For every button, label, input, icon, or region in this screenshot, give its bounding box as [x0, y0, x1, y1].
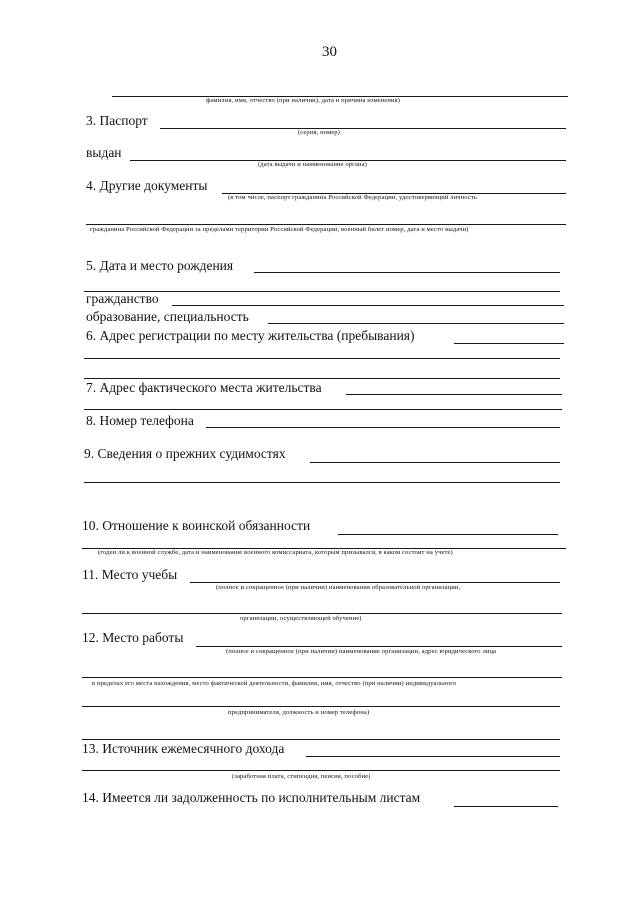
work-hint-3: предпринимателя, должность и номер телефона) [228, 709, 370, 716]
registration-line-3[interactable] [84, 378, 560, 379]
education-label: образование, специальность [86, 309, 249, 324]
issued-hint: (дата выдачи и наименование органа) [258, 161, 367, 168]
study-hint-1: (полное и сокращенное (при наличии) наименования образовательной организации, [216, 584, 461, 591]
convictions-label: 9. Сведения о прежних судимостях [84, 446, 286, 461]
study-line[interactable] [190, 582, 560, 583]
issued-label: выдан [86, 145, 122, 160]
debt-line[interactable] [454, 806, 558, 807]
other-docs-line-2[interactable] [86, 224, 566, 225]
actual-address-label: 7. Адрес фактического места жительства [86, 380, 322, 395]
military-hint: (годен ли к военной службе, дата и наименование военного комиссариата, которым призывался, в каком состоит на учете) [98, 549, 453, 556]
registration-line[interactable] [454, 343, 564, 344]
work-hint-1: (полное и сокращенное (при наличии) наименование организации, адрес юридического лица [226, 648, 497, 655]
passport-line[interactable] [160, 128, 566, 129]
registration-label: 6. Адрес регистрации по месту жительства (пребывания) [86, 328, 415, 343]
actual-address-line[interactable] [346, 394, 562, 395]
study-label: 11. Место учебы [82, 567, 178, 582]
phone-line[interactable] [206, 427, 560, 428]
birth-label: 5. Дата и место рождения [86, 258, 234, 273]
other-docs-hint-1: (в том числе, паспорт гражданина Российской Федерации, удостоверяющий личность [228, 194, 477, 201]
debt-label: 14. Имеется ли задолженность по исполнительным листам [82, 790, 421, 805]
fio-hint: фамилия, имя, отчество (при наличии), дата и причина изменения) [206, 97, 401, 104]
work-line-3[interactable] [82, 706, 560, 707]
military-label: 10. Отношение к воинской обязанности [82, 518, 311, 533]
other-docs-label: 4. Другие документы [86, 178, 208, 193]
work-line[interactable] [196, 646, 562, 647]
birth-line[interactable] [254, 272, 560, 273]
registration-line-2[interactable] [84, 358, 560, 359]
income-hint: (заработная плата, стипендия, пенсия, пособие) [232, 773, 371, 780]
military-line[interactable] [338, 534, 558, 535]
income-label: 13. Источник ежемесячного дохода [82, 741, 285, 756]
income-line-2[interactable] [82, 770, 560, 771]
convictions-line-2[interactable] [84, 482, 560, 483]
convictions-line[interactable] [310, 462, 560, 463]
phone-label: 8. Номер телефона [86, 413, 194, 428]
education-line[interactable] [268, 323, 564, 324]
study-hint-2: организации, осуществляющей обучение) [240, 615, 362, 622]
work-hint-2: в пределах его места нахождения, место фактической деятельности, фамилия, имя, отчество (при наличии) индивидуального [92, 680, 457, 687]
study-line-2[interactable] [82, 613, 562, 614]
work-line-2[interactable] [82, 677, 562, 678]
passport-label: 3. Паспорт [86, 113, 148, 128]
citizenship-label: гражданство [86, 291, 159, 306]
actual-address-line-2[interactable] [84, 409, 562, 410]
citizenship-line[interactable] [172, 305, 564, 306]
passport-hint: (серия, номер) [298, 129, 340, 136]
work-label: 12. Место работы [82, 630, 184, 645]
income-pre-line[interactable] [82, 739, 560, 740]
income-line[interactable] [306, 756, 560, 757]
page-number: 30 [322, 44, 337, 60]
other-docs-hint-2: гражданина Российской Федерации за пределами территории Российской Федерации, военный билет номер, дата и место выдачи) [90, 226, 469, 233]
